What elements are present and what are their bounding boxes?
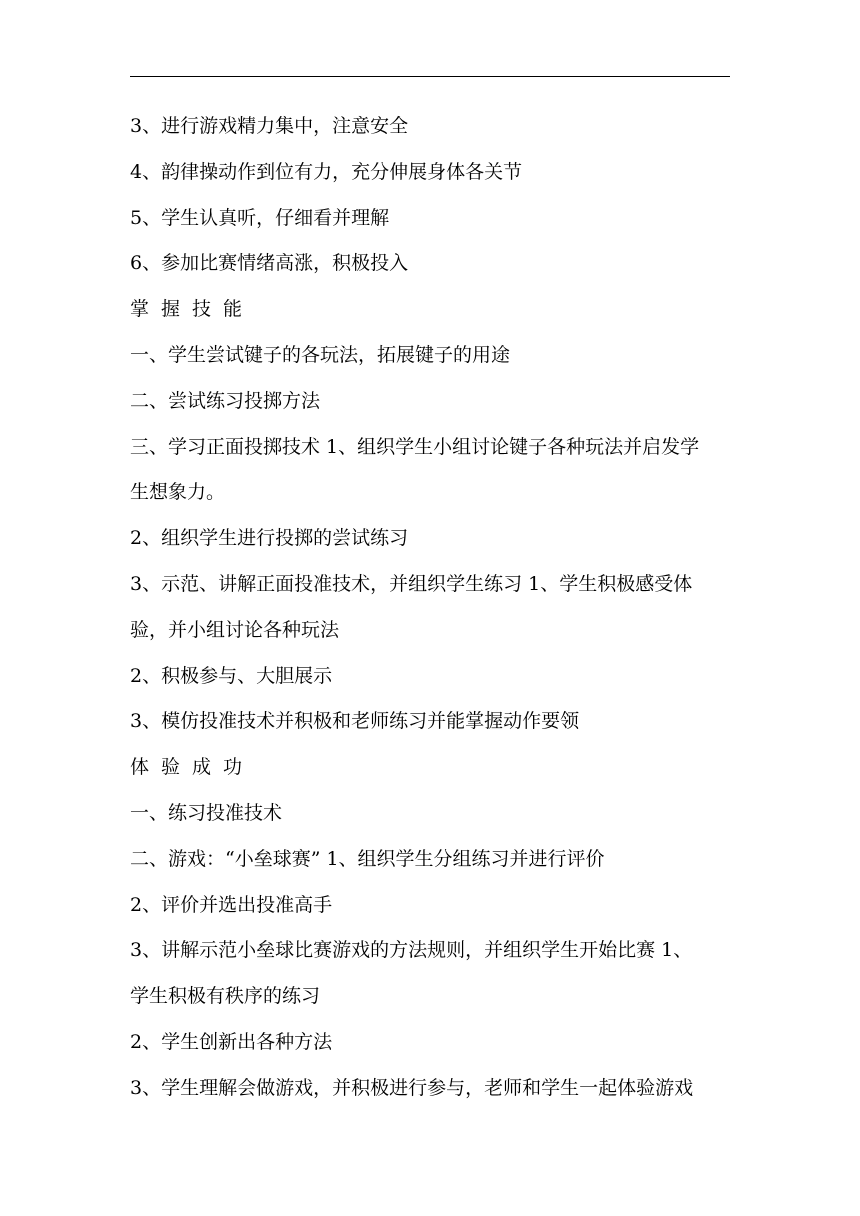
header-rule [130,76,730,77]
text-line: 验，并小组讨论各种玩法 [130,618,340,641]
text-line: 学生积极有秩序的练习 [130,985,321,1008]
text-line: 一、学生尝试键子的各玩法，拓展键子的用途 [130,343,511,366]
text-line: 一、练习投准技术 [130,801,283,824]
document-body [130,104,735,1112]
text-line: 3、模仿投准技术并积极和老师练习并能掌握动作要领 [130,710,580,733]
section-heading: 体验成功 [130,756,255,779]
text-line: 3、进行游戏精力集中，注意安全 [130,115,409,137]
text-line: 生想象力。 [130,481,226,504]
text-line: 2、评价并选出投准高手 [130,893,333,916]
text-line: 二、尝试练习投掷方法 [130,389,321,412]
text-line: 三、学习正面投掷技术 1、组织学生小组讨论键子各种玩法并启发学 [130,435,700,458]
text-line: 二、游戏：“小垒球赛” 1、组织学生分组练习并进行评价 [130,847,605,870]
text-line: 3、示范、讲解正面投准技术，并组织学生练习 1、学生积极感受体 [130,572,693,595]
text-line: 4、韵律操动作到位有力，充分伸展身体各关节 [130,160,523,183]
text-line: 3、讲解示范小垒球比赛游戏的方法规则，并组织学生开始比赛 1、 [130,939,693,962]
text-line: 2、组织学生进行投掷的尝试练习 [130,527,409,550]
text-line: 2、积极参与、大胆展示 [130,664,333,687]
text-line: 6、参加比赛情绪高涨，积极投入 [130,252,409,275]
text-line: 3、学生理解会做游戏，并积极进行参与，老师和学生一起体验游戏 [130,1076,694,1099]
text-line: 5、学生认真听，仔细看并理解 [130,206,390,229]
text-line: 2、学生创新出各种方法 [130,1030,333,1053]
section-heading: 掌握技能 [130,298,255,321]
